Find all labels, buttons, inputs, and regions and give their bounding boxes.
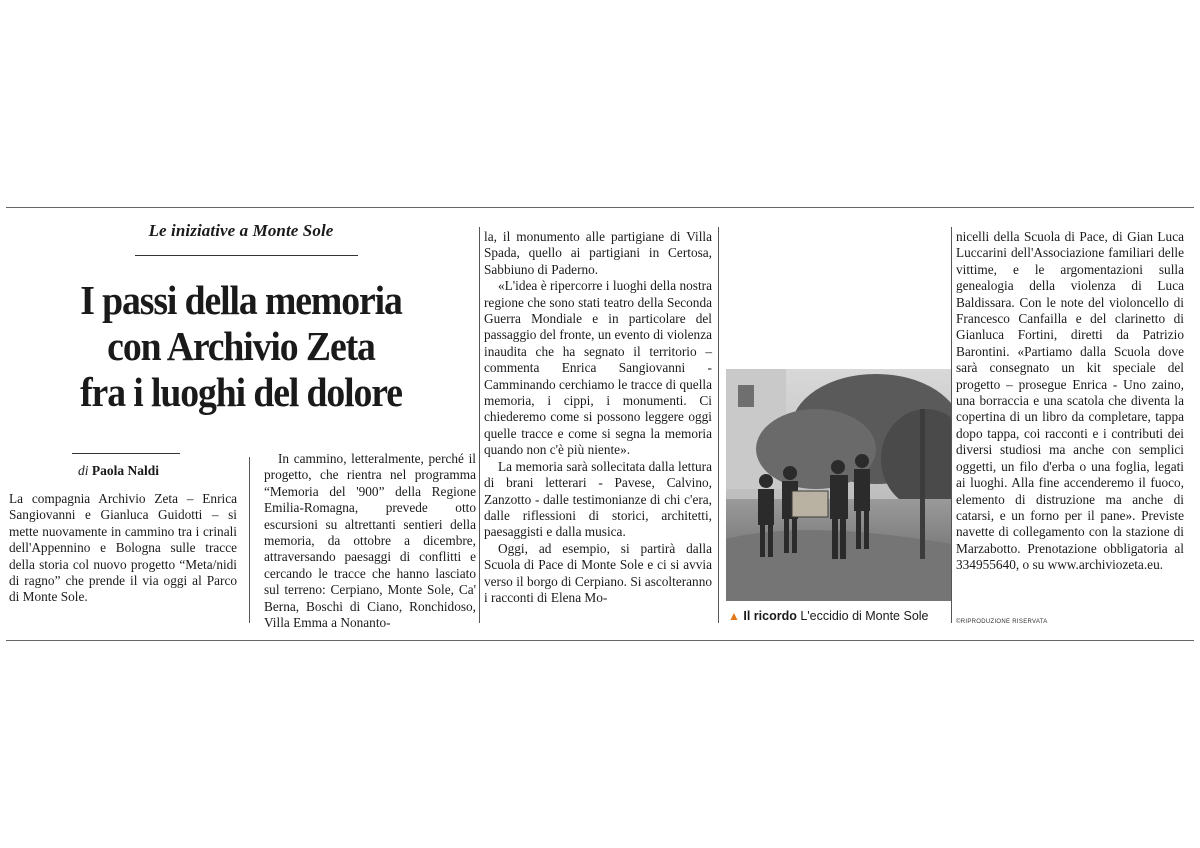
byline-author: Paola Naldi <box>91 463 160 478</box>
column-1 <box>9 491 237 606</box>
headline-line: fra i luoghi del dolore <box>80 369 402 415</box>
newspaper-clipping <box>6 207 1194 641</box>
caption-lead: Il ricordo <box>743 609 797 623</box>
photo-caption <box>728 609 929 623</box>
byline <box>78 463 159 479</box>
paragraph: «L'idea è ripercorre i luoghi della nostra regione che sono stati teatro della Seconda Guerra Mondiale e in particolare del passaggio del fronte, un evento di violenza inaudita che ha segnato il territorio – commenta Enrica Sangiovanni - Camminando cerchiamo le tracce di quella memoria, i cippi, i monumenti. Ci chiederemo come si possono leggere oggi quelle tracce e come si segna la memoria quando non c'è più niente». <box>484 278 712 458</box>
archive-photo <box>726 369 951 601</box>
paragraph: La memoria sarà sollecitata dalla lettura di brani letterari - Pavese, Calvino, Zanzotto - dalle testimonianze di chi c'era, dalle riflessioni di storici, architetti, paesaggisti e dalla musica. <box>484 458 712 540</box>
column-divider <box>249 457 250 623</box>
headline-line: con Archivio Zeta <box>107 323 375 369</box>
column-3 <box>484 229 712 606</box>
top-rule <box>6 207 1194 208</box>
column-divider <box>718 227 719 623</box>
headline-line: I passi della memoria <box>80 277 402 323</box>
bottom-rule <box>6 640 1194 641</box>
caption-triangle-icon: ▲ <box>728 609 740 623</box>
kicker: Le iniziative a Monte Sole <box>148 221 334 240</box>
paragraph: In cammino, letteralmente, perché il progetto, che rientra nel programma “Memoria del '900” della Regione Emilia-Romagna, prevede otto escursioni su altrettanti sentieri della memoria, da ottobre a dicembre, attraversando paesaggi di conflitti e cercando le tracce che hanno lasciato sul terreno: Cerpiano, Monte Sole, Ca' Berna, Boschi di Ciano, Ronchidoso, Villa Emma a Nonanto- <box>264 451 476 631</box>
paragraph: Oggi, ad esempio, si partirà dalla Scuola di Pace di Monte Sole e ci si avvia verso il borgo di Cerpiano. Si ascolteranno i racconti di Elena Mo- <box>484 540 712 605</box>
column-4 <box>956 229 1184 574</box>
paragraph: la, il monumento alle partigiane di Villa Spada, quello ai partigiani in Certosa, Sabbiuno di Paderno. <box>484 229 712 277</box>
byline-prefix: di <box>78 463 89 478</box>
column-divider <box>951 227 952 623</box>
caption-text: L'eccidio di Monte Sole <box>800 609 929 623</box>
paragraph: nicelli della Scuola di Pace, di Gian Luca Luccarini dell'Associazione familiari delle vittime, e le argomentazioni sulla genealogia della violenza di Luca Baldissara. Con le note del violoncello di Francesco Canfailla e del clarinetto di Gianluca Fortini, diretti da Patrizio Barontini. «Partiamo dalla Scuola dove sarà consegnato un kit speciale del progetto – prosegue Enrica - Uno zaino, una borraccia e una scatola che diventa la copertina di un libro da completare, tappa dopo tappa, coi racconti e i contributi dei diversi studiosi ma anche con semplici oggetti, un filo d'erba o una foglia, legati ai luoghi. Alla fine accenderemo il fuoco, elemento di distruzione ma anche di catarsi, e un forno per il pane». Previste navette di collegamento con la stazione di Marzabotto. Prenotazione obbligatoria al 334955640, o su www.archiviozeta.eu. <box>956 229 1184 573</box>
kicker-rule <box>135 255 358 256</box>
paragraph: La compagnia Archivio Zeta – Enrica Sangiovanni e Gianluca Guidotti – si mette nuovamente in cammino tra i crinali dell'Appennino e Bologna sulle tracce della storia col nuovo progetto “Meta/nidi di ragno” che prende il via oggi al Parco di Monte Sole. <box>9 491 237 605</box>
copyright-notice: ©RIPRODUZIONE RISERVATA <box>956 619 1048 625</box>
headline <box>25 277 457 415</box>
byline-rule <box>72 453 180 454</box>
column-divider <box>479 227 480 623</box>
column-2 <box>264 451 476 631</box>
